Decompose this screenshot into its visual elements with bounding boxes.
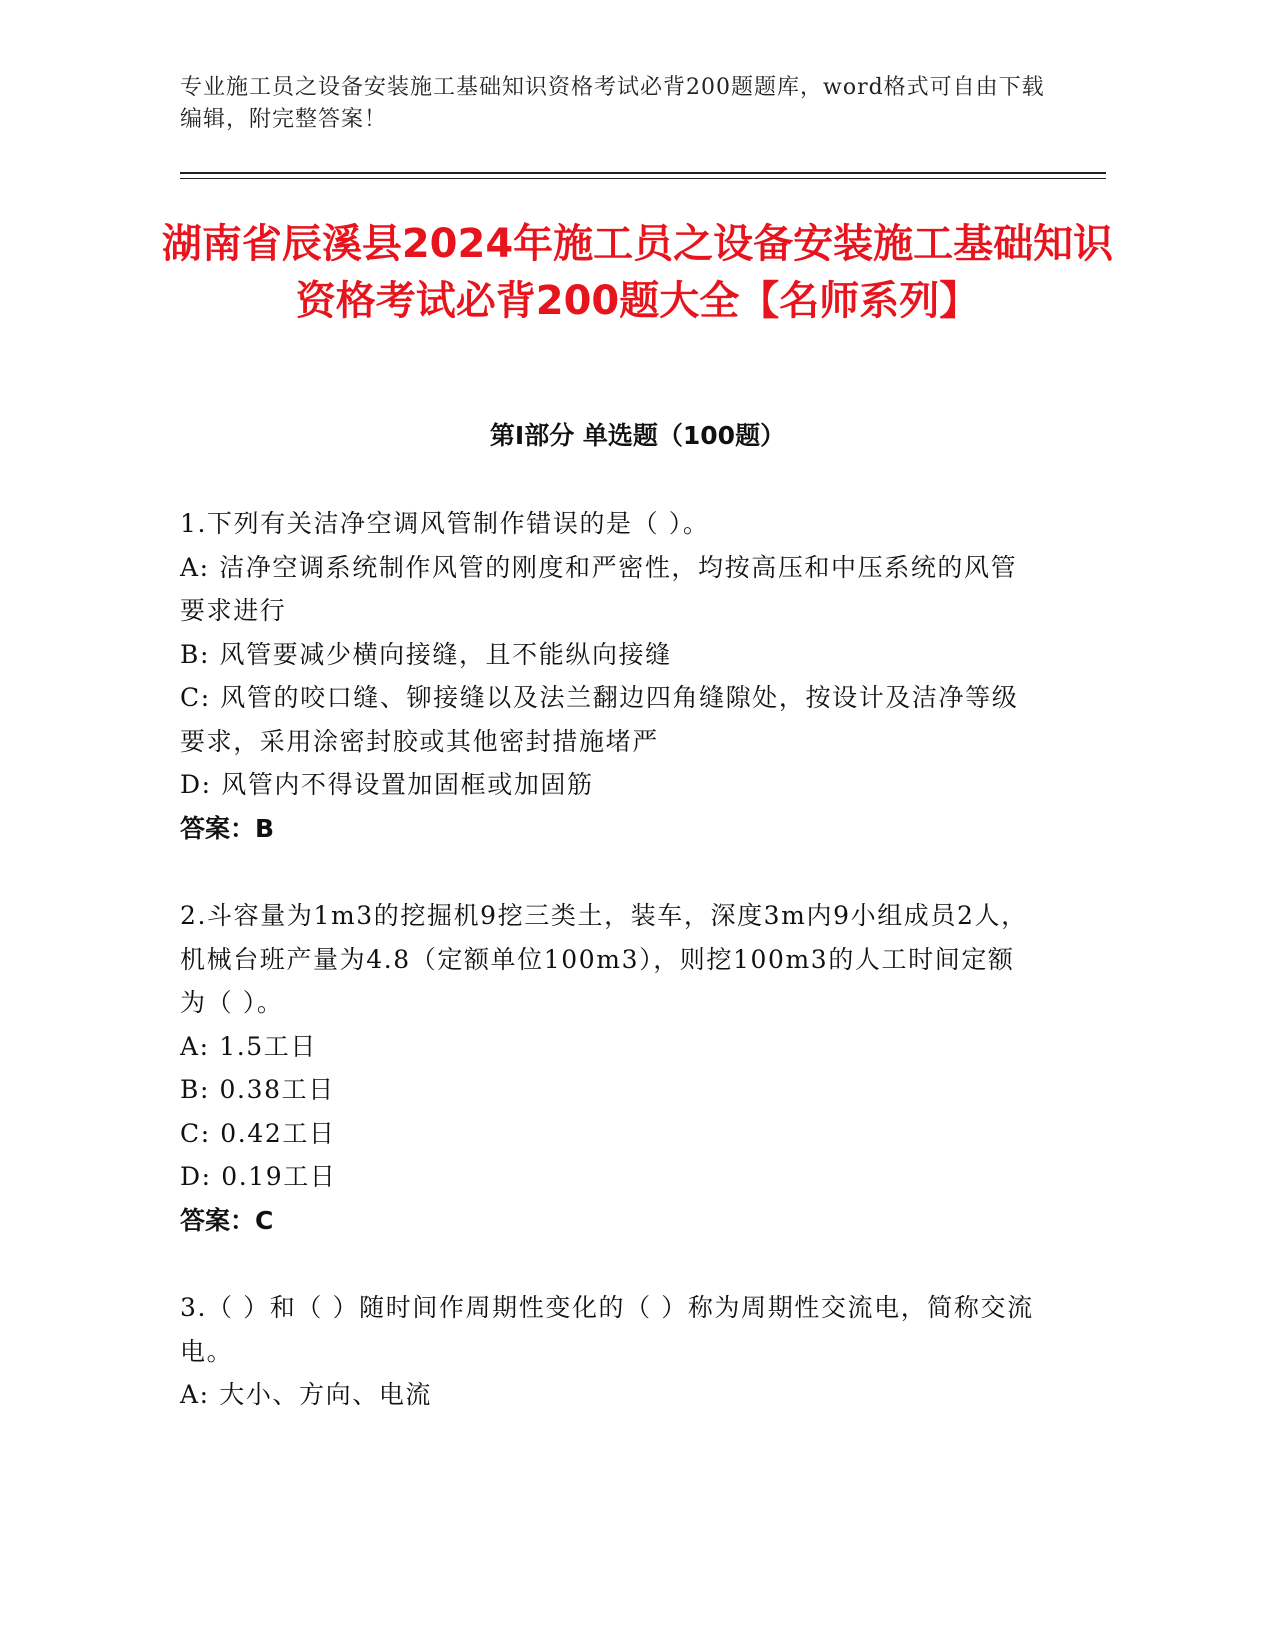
option-a: A: 洁净空调系统制作风管的刚度和严密性，均按高压和中压系统的风管要求进行 xyxy=(180,552,1018,625)
question-3 xyxy=(180,1286,1040,1417)
header-note: 专业施工员之设备安装施工基础知识资格考试必背200题题库，word格式可自由下载编辑，附完整答案！ xyxy=(180,75,1045,132)
answer-line: 答案：B xyxy=(180,813,275,843)
answer-line: 答案：C xyxy=(180,1205,274,1235)
question-stem: 3.（ ）和（ ）随时间作周期性变化的（ ）称为周期性交流电，简称交流电。 xyxy=(180,1293,1034,1366)
document-title: 湖南省辰溪县2024年施工员之设备安装施工基础知识资格考试必背200题大全【名师系列】 xyxy=(161,221,1114,324)
header-divider-thin xyxy=(180,178,1106,179)
option-a: A: 1.5工日 xyxy=(180,1031,317,1061)
option-c: C: 0.42工日 xyxy=(180,1118,336,1148)
header-divider-thick xyxy=(180,172,1106,174)
question-list xyxy=(180,502,1040,1461)
option-c: C: 风管的咬口缝、铆接缝以及法兰翻边四角缝隙处，按设计及洁净等级要求，采用涂密封胶或其他密封措施堵严 xyxy=(180,683,1019,756)
section-heading: 第Ⅰ部分 单选题（100题） xyxy=(489,421,786,450)
question-stem: 2.斗容量为1m3的挖掘机9挖三类土，装车，深度3m内9小组成员2人，机械台班产量为4.8（定额单位100m3），则挖100m3的人工时间定额为（ ）。 xyxy=(180,901,1028,1017)
question-stem: 1.下列有关洁净空调风管制作错误的是（ ）。 xyxy=(180,509,710,538)
option-a: A: 大小、方向、电流 xyxy=(180,1380,433,1409)
option-b: B: 风管要减少横向接缝，且不能纵向接缝 xyxy=(180,639,672,669)
option-d: D: 风管内不得设置加固框或加固筋 xyxy=(180,770,594,799)
question-1 xyxy=(180,502,1040,850)
question-2 xyxy=(180,894,1040,1242)
option-d: D: 0.19工日 xyxy=(180,1162,337,1191)
option-b: B: 0.38工日 xyxy=(180,1075,335,1104)
